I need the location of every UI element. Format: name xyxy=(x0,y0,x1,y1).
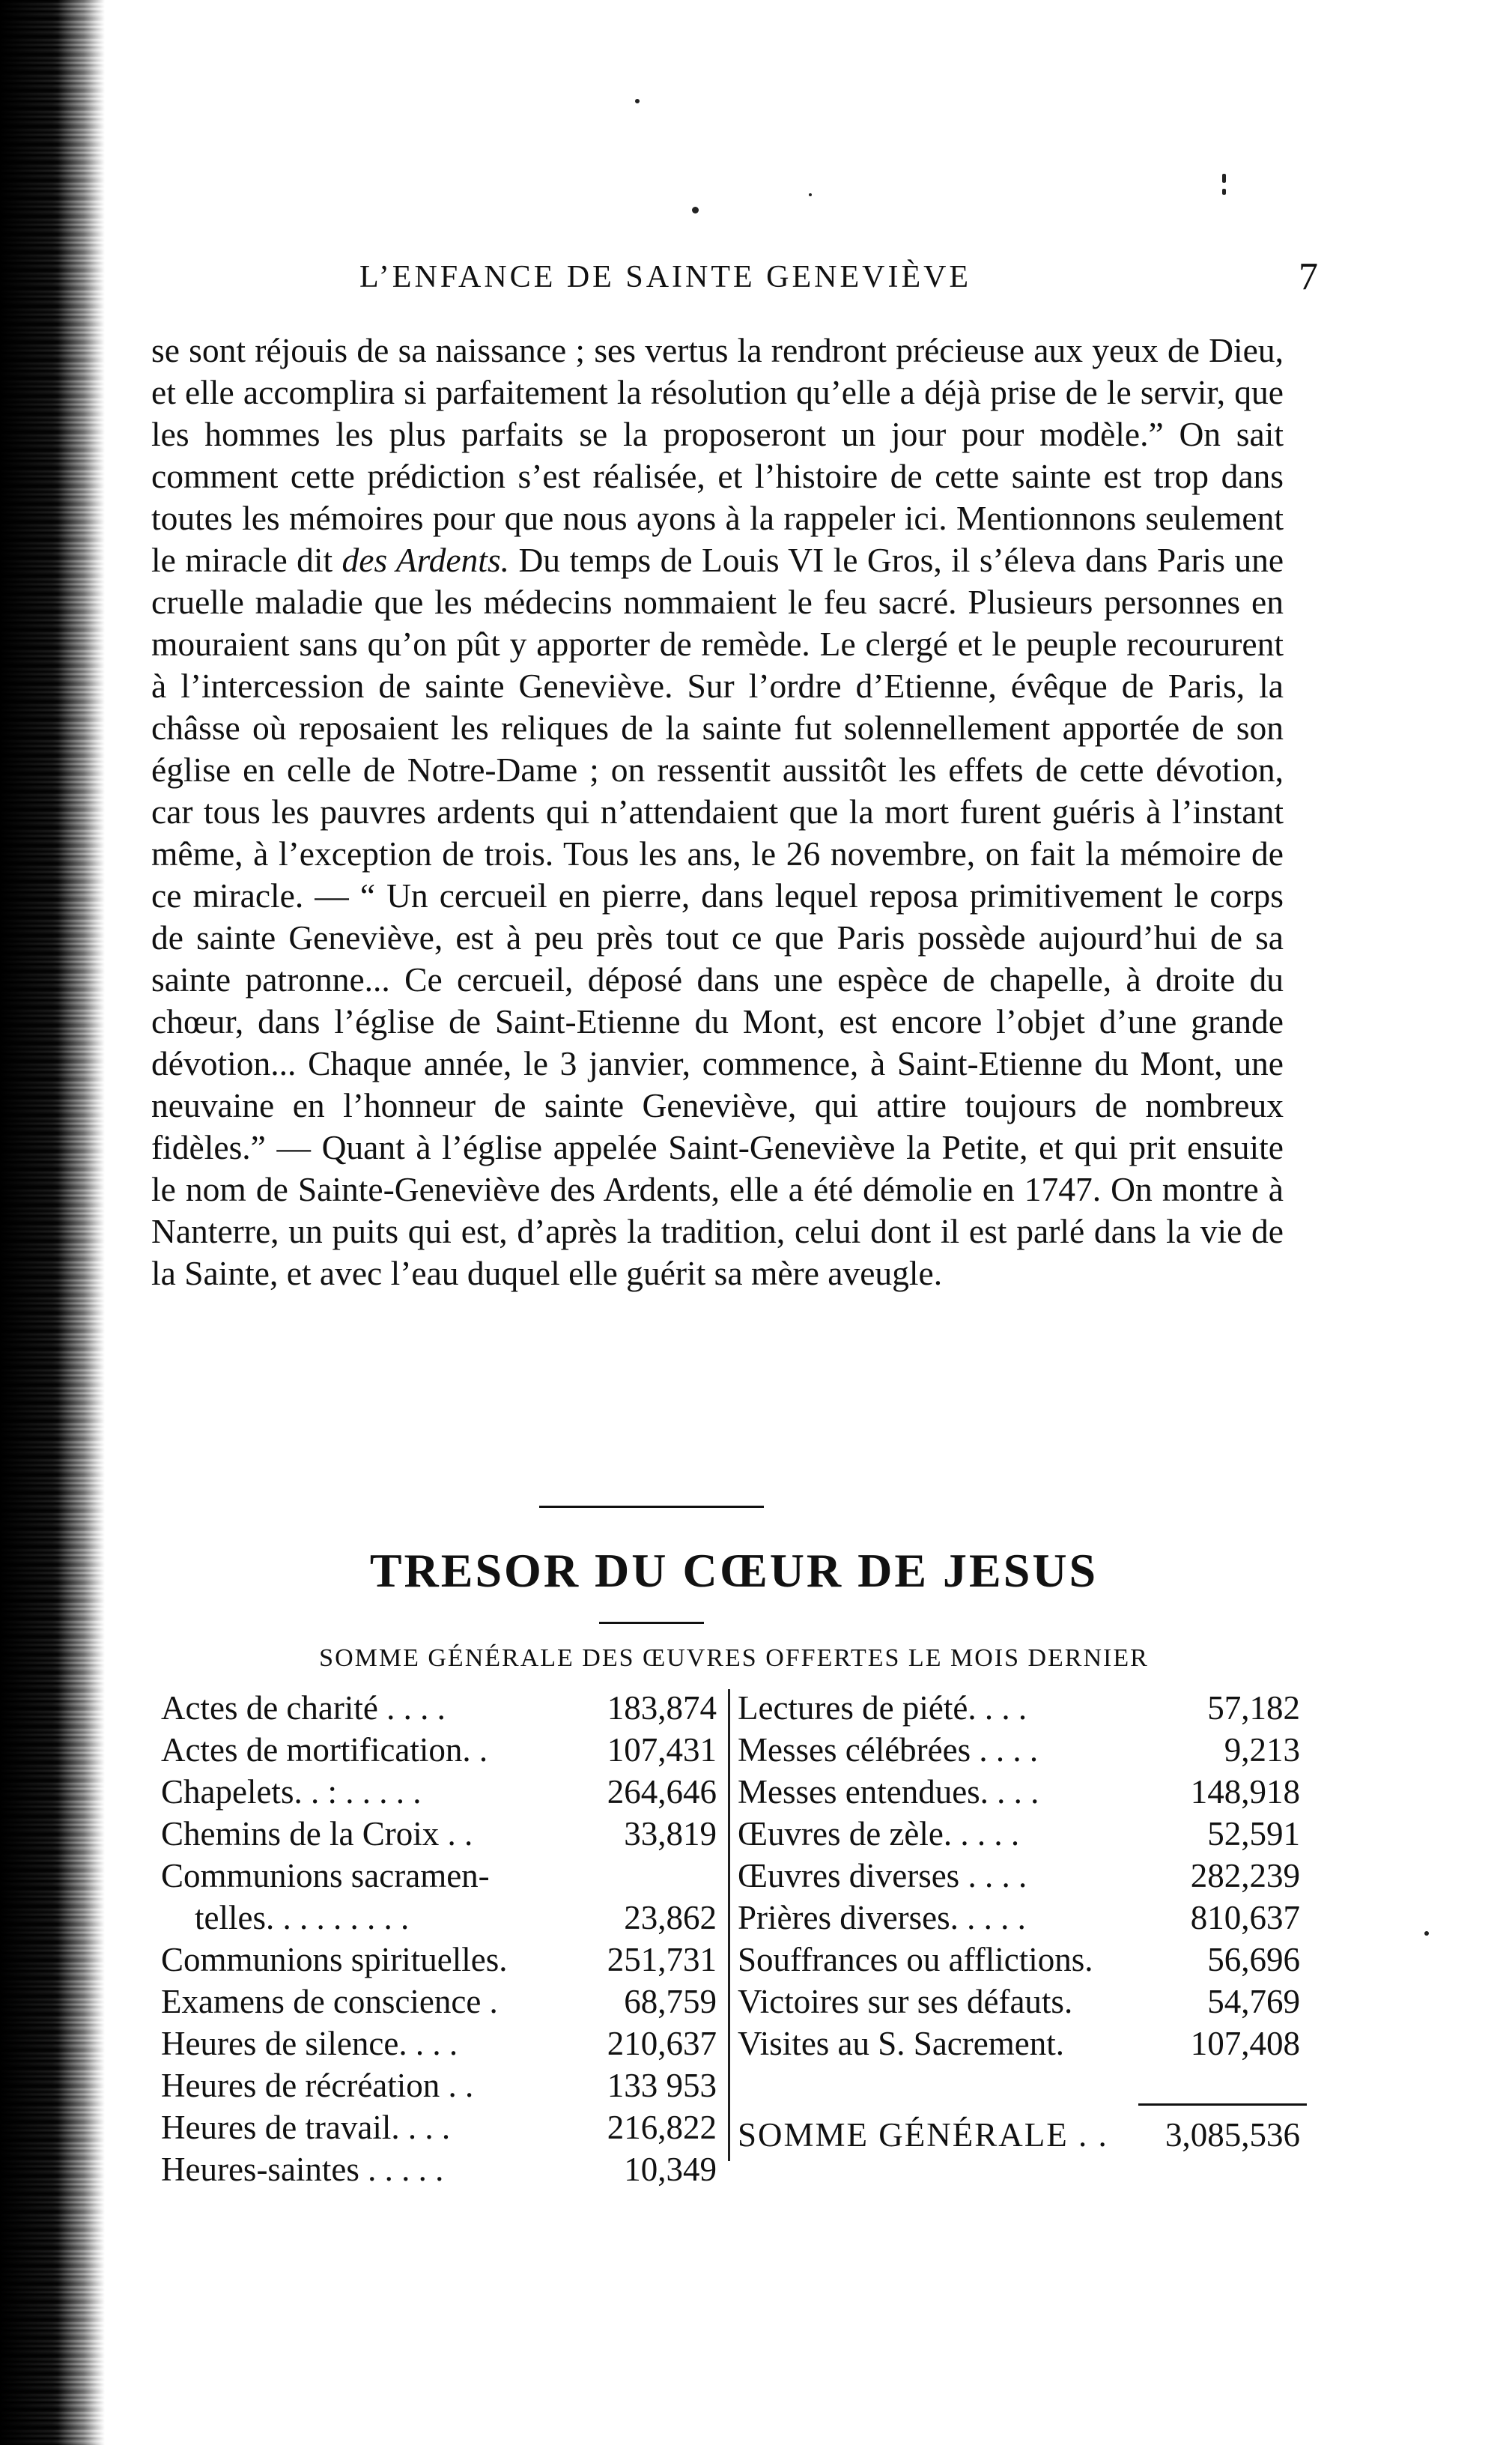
body-paragraph xyxy=(151,330,1284,1294)
row-value: 52,591 xyxy=(1207,1815,1300,1852)
print-speck xyxy=(692,207,699,213)
table-row xyxy=(161,1729,730,1771)
row-value: 57,182 xyxy=(1207,1689,1300,1727)
table-row xyxy=(738,1855,1311,1897)
row-label: Visites au S. Sacrement. xyxy=(738,2025,1064,2062)
row-value: 68,759 xyxy=(624,1983,717,2020)
table-row xyxy=(161,1687,730,1729)
body-text-italic: des Ardents. xyxy=(341,541,510,579)
section-subtitle: SOMME GÉNÉRALE DES ŒUVRES OFFERTES LE MOIS DERNIER xyxy=(319,1644,1149,1672)
running-head xyxy=(150,247,1318,307)
row-value: 216,822 xyxy=(607,2109,717,2146)
row-label: telles. . . . . . . . . xyxy=(161,1899,410,1936)
total-row xyxy=(738,2114,1311,2156)
row-label: Heures-saintes . . . . . xyxy=(161,2151,444,2188)
row-label: Messes entendues. . . . xyxy=(738,1773,1039,1811)
table-row xyxy=(161,1813,730,1855)
row-value: 10,349 xyxy=(624,2151,717,2188)
row-value: 264,646 xyxy=(607,1773,717,1811)
row-label: Lectures de piété. . . . xyxy=(738,1689,1027,1727)
row-value: 107,408 xyxy=(1190,2025,1300,2062)
row-label: Actes de charité . . . . xyxy=(161,1689,446,1727)
print-speck xyxy=(809,193,812,196)
section-title: TRESOR DU CŒUR DE JESUS xyxy=(369,1544,1099,1597)
row-value: 56,696 xyxy=(1207,1941,1300,1978)
works-table-right xyxy=(738,1687,1311,2064)
table-row xyxy=(161,2023,730,2064)
print-speck xyxy=(635,99,640,103)
table-row xyxy=(161,1981,730,2023)
works-table-left xyxy=(161,1687,730,2190)
row-value: 107,431 xyxy=(607,1731,717,1769)
page-binding-edge xyxy=(0,0,105,2445)
row-label: Chemins de la Croix . . xyxy=(161,1815,473,1852)
page-number: 7 xyxy=(1299,255,1318,298)
body-text-after-italic: Du temps de Louis VI le Gros, il s’éleva dans Paris une cruelle maladie que les médecins nommaient le feu sacré. Plusieurs personnes en mouraient sans qu’on pût y apporter de remède. Le clergé et le peuple recoururent à l’intercession de sainte Geneviève. Sur l’ordre d’Etienne, évêque de Paris, la châsse où reposaient les reliques de la sainte fut solennellement apportée de son église en celle de Notre-Dame ; on ressentit aussitôt les effets de cette dévotion, car tous les pauvres ardents qui n’attendaient que la mort furent guéris à l’instant même, à l’exception de trois. Tous les ans, le 26 novembre, on fait la mémoire de ce miracle. — “ Un cercueil en pierre, dans lequel reposa primitivement le corps de sainte Geneviève, est à peu près tout ce que Paris possède aujourd’hui de sa sainte patronne... Ce cercueil, déposé dans une espèce de chapelle, à droite du chœur, dans l’église de Saint-Etienne du Mont, est encore l’objet d’une grande dévotion... Chaque année, le 3 janvier, commence, à Saint-Etienne du Mont, une neuvaine en l’honneur de sainte Geneviève, qui attire toujours de nombreux fidèles.” — Quant à l’église appelée Saint-Geneviève la Petite, et qui prit ensuite le nom de Sainte-Geneviève des Ardents, elle a été démolie en 1747. On montre à Nanterre, un puits qui est, d’après la tradition, celui dont il est parlé dans la vie de la Sainte, et avec l’eau duquel elle guérit sa mère aveugle. xyxy=(151,541,1284,1292)
row-label: Heures de travail. . . . xyxy=(161,2109,451,2146)
print-speck xyxy=(1222,189,1226,195)
row-value: 33,819 xyxy=(624,1815,717,1852)
row-label: Examens de conscience . xyxy=(161,1983,498,2020)
row-label: Communions sacramen- xyxy=(161,1857,490,1894)
print-speck xyxy=(1222,174,1226,183)
row-value: 210,637 xyxy=(607,2025,717,2062)
table-row xyxy=(738,2023,1311,2064)
table-row xyxy=(738,1813,1311,1855)
table-row xyxy=(738,1897,1311,1939)
table-row xyxy=(161,2064,730,2106)
body-text-before-italic: se sont réjouis de sa naissance ; ses vertus la rendront précieuse aux yeux de Dieu, et elle accomplira si parfaitement la résolution qu’elle a déjà prise de le servir, que les hommes les plus parfaits se la proposeront un jour pour modèle.” On sait comment cette prédiction s’est réalisée, et l’histoire de cette sainte est trop dans toutes les mémoires pour que nous ayons à la rappeler ici. Mentionnons seulement le miracle dit xyxy=(151,331,1284,579)
table-row xyxy=(161,1897,730,1939)
row-label: Heures de silence. . . . xyxy=(161,2025,458,2062)
row-value: 9,213 xyxy=(1224,1731,1300,1769)
row-label: Heures de récréation . . xyxy=(161,2067,474,2104)
row-label: Victoires sur ses défauts. xyxy=(738,1983,1073,2020)
row-value: 810,637 xyxy=(1190,1899,1300,1936)
row-label: Souffrances ou afflictions. xyxy=(738,1941,1093,1978)
table-row xyxy=(738,1771,1311,1813)
row-label: Communions spirituelles. xyxy=(161,1941,508,1978)
table-row xyxy=(738,1729,1311,1771)
row-value: 23,862 xyxy=(624,1899,717,1936)
table-row xyxy=(161,1939,730,1981)
row-label: Actes de mortification. . xyxy=(161,1731,488,1769)
row-value: 251,731 xyxy=(607,1941,717,1978)
row-label: Messes célébrées . . . . xyxy=(738,1731,1039,1769)
row-value: 148,918 xyxy=(1190,1773,1300,1811)
column-divider xyxy=(728,1689,730,2161)
table-row xyxy=(738,1981,1311,2023)
table-row xyxy=(161,1855,730,1897)
row-label: Chapelets. . : . . . . . xyxy=(161,1773,422,1811)
running-head-title: L’ENFANCE DE SAINTE GENEVIÈVE xyxy=(359,260,972,294)
table-row xyxy=(738,1939,1311,1981)
section-divider-rule xyxy=(539,1506,764,1508)
row-label: Œuvres diverses . . . . xyxy=(738,1857,1027,1894)
row-label: Prières diverses. . . . . xyxy=(738,1899,1026,1936)
row-label: Œuvres de zèle. . . . . xyxy=(738,1815,1020,1852)
table-row xyxy=(738,1687,1311,1729)
row-value: 54,769 xyxy=(1207,1983,1300,2020)
table-row xyxy=(161,2148,730,2190)
table-row xyxy=(161,2106,730,2148)
title-rule xyxy=(599,1622,704,1624)
row-value: 282,239 xyxy=(1190,1857,1300,1894)
table-row xyxy=(161,1771,730,1813)
print-speck xyxy=(1424,1931,1429,1936)
row-value: 183,874 xyxy=(607,1689,717,1727)
total-value: 3,085,536 xyxy=(1165,2116,1300,2154)
total-label: SOMME GÉNÉRALE . . xyxy=(738,2116,1108,2154)
total-rule xyxy=(1138,2103,1307,2106)
row-value: 133 953 xyxy=(607,2067,717,2104)
